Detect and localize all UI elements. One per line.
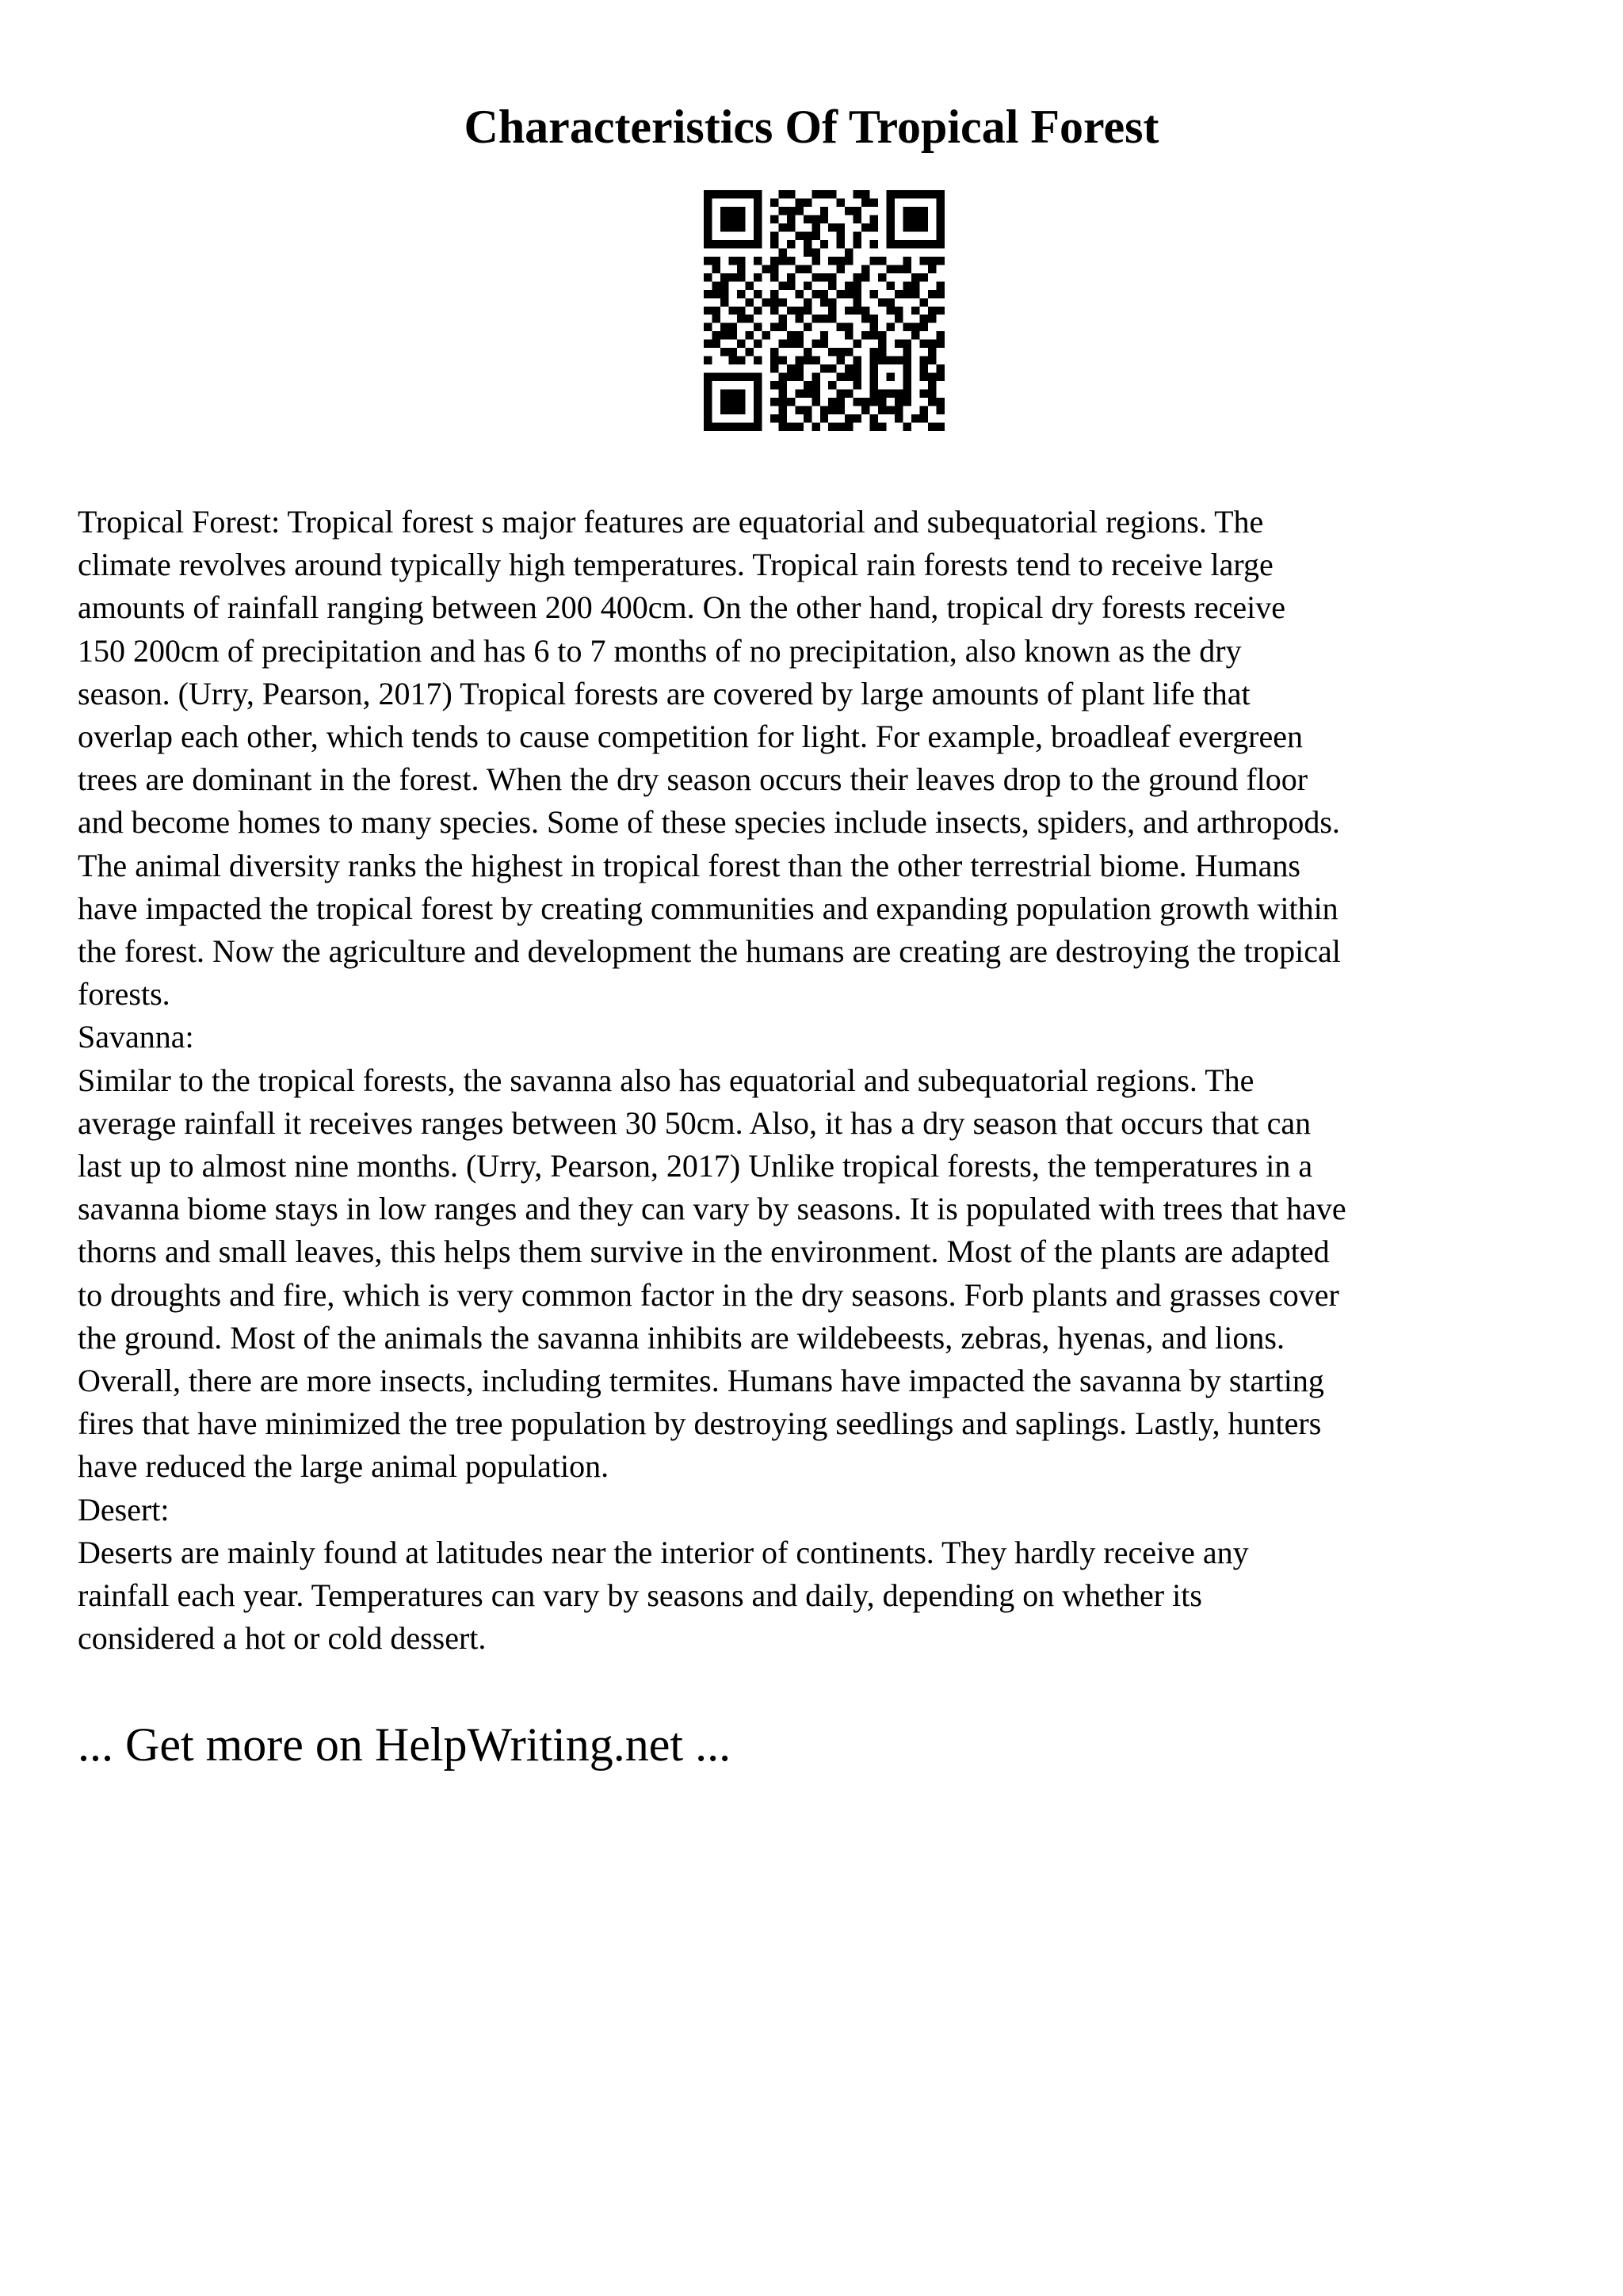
body-line: to droughts and fire, which is very common factor in the dry seasons. Forb plants and grasses cover [78, 1276, 1339, 1313]
qr-code-icon [704, 190, 945, 431]
body-line: have reduced the large animal population. [78, 1448, 609, 1485]
body-line: Similar to the tropical forests, the savanna also has equatorial and subequatorial regions. The [78, 1062, 1254, 1098]
body-line: amounts of rainfall ranging between 200 400cm. On the other hand, tropical dry forests receive [78, 589, 1285, 626]
body-line: forests. [78, 976, 170, 1013]
body-line: fires that have minimized the tree population by destroying seedlings and saplings. Lastly, hunters [78, 1405, 1322, 1442]
body-line: the ground. Most of the animals the savanna inhibits are wildebeests, zebras, hyenas, and lions. [78, 1319, 1285, 1356]
body-line: and become homes to many species. Some of these species include insects, spiders, and arthropods. [78, 804, 1340, 841]
body-line: Deserts are mainly found at latitudes near the interior of continents. They hardly receive any [78, 1534, 1249, 1570]
document-title: Characteristics Of Tropical Forest [464, 101, 1159, 153]
body-line: Tropical Forest: Tropical forest s major features are equatorial and subequatorial regions. The [78, 504, 1264, 540]
body-line: savanna biome stays in low ranges and they can vary by seasons. It is populated with trees that have [78, 1191, 1346, 1227]
body-line: Savanna: [78, 1019, 194, 1055]
body-line: 150 200cm of precipitation and has 6 to 7 months of no precipitation, also known as the dry [78, 632, 1242, 669]
body-line: trees are dominant in the forest. When the dry season occurs their leaves drop to the ground floor [78, 761, 1308, 798]
body-line: Desert: [78, 1491, 170, 1527]
body-line: considered a hot or cold dessert. [78, 1620, 487, 1657]
body-line: climate revolves around typically high temperatures. Tropical rain forests tend to receive large [78, 547, 1274, 583]
body-line: Overall, there are more insects, including termites. Humans have impacted the savanna by starting [78, 1363, 1324, 1399]
body-line: season. (Urry, Pearson, 2017) Tropical forests are covered by large amounts of plant life that [78, 675, 1251, 711]
body-line: last up to almost nine months. (Urry, Pearson, 2017) Unlike tropical forests, the temperatures in a [78, 1148, 1313, 1184]
body-line: average rainfall it receives ranges between 30 50cm. Also, it has a dry season that occurs that can [78, 1104, 1312, 1141]
body-line: the forest. Now the agriculture and development the humans are creating are destroying the tropical [78, 933, 1341, 970]
body-line: thorns and small leaves, this helps them survive in the environment. Most of the plants are adapted [78, 1234, 1330, 1270]
body-line: overlap each other, which tends to cause competition for light. For example, broadleaf evergreen [78, 719, 1303, 755]
body-line: The animal diversity ranks the highest in tropical forest than the other terrestrial biome. Humans [78, 847, 1300, 883]
get-more-link[interactable]: ... Get more on HelpWriting.net ... [78, 1718, 731, 1771]
body-line: have impacted the tropical forest by creating communities and expanding population growth within [78, 890, 1338, 926]
document-body [78, 501, 1568, 1660]
body-line: rainfall each year. Temperatures can vary by seasons and daily, depending on whether its [78, 1577, 1202, 1614]
